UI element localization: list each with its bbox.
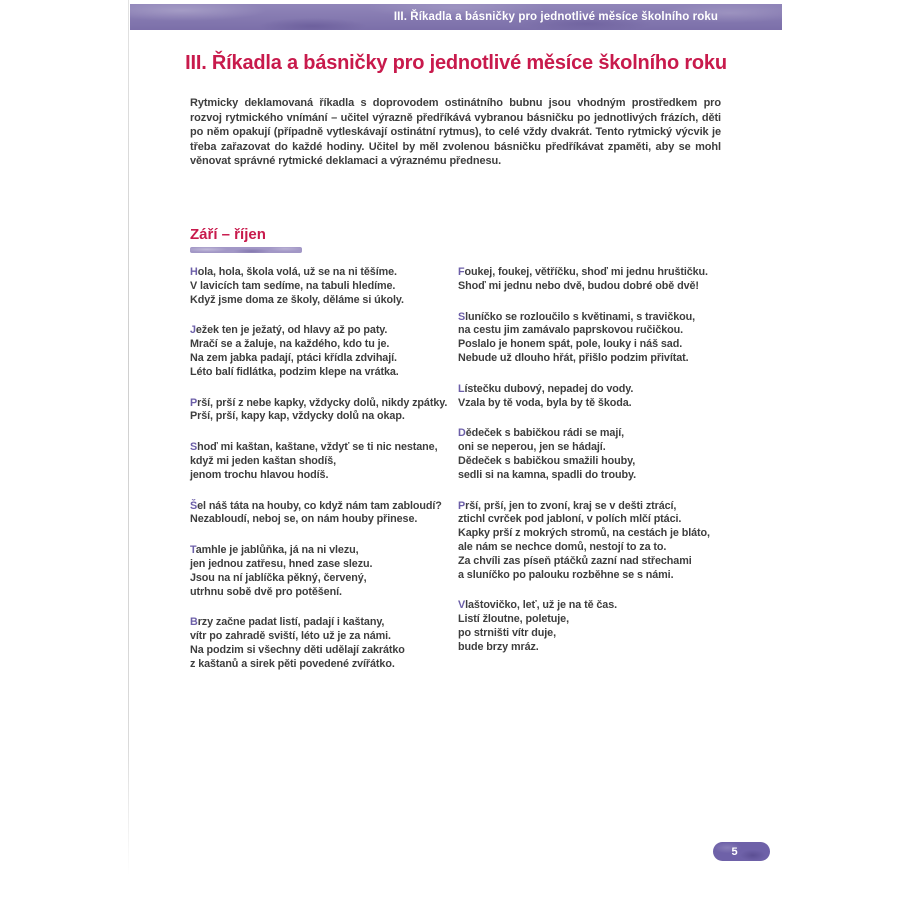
poem-line: z kaštanů a sirek pěti povedené zvířátko. <box>190 657 395 670</box>
poem-line: Léto balí fidlátka, podzim klepe na vrátka. <box>190 365 399 378</box>
poem-line: Dědeček s babičkou smažili houby, <box>458 454 636 467</box>
poem-stanza <box>190 500 458 528</box>
poem-line: bude brzy mráz. <box>458 640 539 653</box>
poem-stanza <box>458 311 740 366</box>
poem-line: a sluníčko po palouku rozběhne se s námi. <box>458 568 674 581</box>
poem-stanza <box>458 266 740 294</box>
poem-line: Ježek ten je ježatý, od hlavy až po paty. <box>190 324 388 337</box>
poem-line: jenom trochu hlavou hodíš. <box>190 468 329 481</box>
stanza-initial-letter: V <box>458 599 466 612</box>
poem-stanza <box>458 599 740 654</box>
poem-line: Dědeček s babičkou rádi se mají, <box>458 427 625 440</box>
running-header-band <box>130 4 782 30</box>
poems-left-column <box>190 266 458 689</box>
stanza-initial-letter: D <box>458 427 466 440</box>
poem-stanza <box>190 324 458 379</box>
stanza-initial-letter: T <box>190 544 196 557</box>
poem-stanza <box>190 616 458 671</box>
poem-line: Tamhle je jablůňka, já na ni vlezu, <box>190 544 359 557</box>
poem-line: Listí žloutne, poletuje, <box>458 613 569 626</box>
poem-line: ztichl cvrček pod jabloní, v polích mlčí ptáci. <box>458 513 682 526</box>
poem-stanza <box>458 427 740 482</box>
poem-line: Když jsme doma ze školy, děláme si úkoly. <box>190 293 404 306</box>
stanza-initial-letter: H <box>190 266 198 278</box>
poem-line: Hola, hola, škola volá, už se na ni těšíme. <box>190 266 397 278</box>
poem-line: Nebude už dlouho hřát, přišlo podzim přivítat. <box>458 351 689 364</box>
poem-stanza <box>458 500 740 583</box>
poem-line: jen jednou zatřesu, hned zase slezu. <box>190 557 373 570</box>
poem-line: Poslalo je honem spát, pole, louky i náš sad. <box>458 338 683 351</box>
poem-line: oni se neperou, jen se hádají. <box>458 441 606 454</box>
poem-line: Prší, prší, kapy kap, vždycky dolů na okap. <box>190 410 405 423</box>
poem-stanza <box>190 544 458 599</box>
poem-line: Prší, prší z nebe kapky, vždycky dolů, nikdy zpátky. <box>190 396 448 409</box>
poem-line: Kapky prší z mokrých stromů, na cestách je bláto, <box>458 527 710 540</box>
poems-right-column <box>458 266 740 672</box>
poem-line: V lavicích tam sedíme, na tabuli hledíme. <box>190 279 396 292</box>
poem-line: Vlaštovičko, leť, už je na tě čas. <box>458 599 618 612</box>
stanza-initial-letter: S <box>458 310 466 323</box>
poem-stanza <box>190 266 458 307</box>
stanza-initial-letter: B <box>190 616 198 629</box>
stanza-initial-letter: S <box>190 441 198 454</box>
poem-stanza <box>190 441 458 482</box>
poem-line: Prší, prší, jen to zvoní, kraj se v dešti ztrácí, <box>458 499 677 512</box>
intro-paragraph: Rytmicky deklamovaná říkadla s doprovodem ostinátního bubnu jsou vhodným prostředkem pro rozvoj rytmického vnímání – učitel výrazně předříkává vybranou básničku po jednotlivých frázích, děti po něm opakují (případně vytleskávají ostinátní rytmus), to celé vždy dvakrát. Tento rytmický výcvik je třeba zařazovat do každé hodiny. Učitel by měl zvolenou básničku předříkávat zpaměti, aby se mohl věnovat správné rytmické deklamaci a výraznému přednesu. <box>190 97 721 167</box>
poem-line: Na zem jabka padají, ptáci křídla zdvihají. <box>190 351 397 364</box>
poem-line: když mi jeden kaštan shodíš, <box>190 454 337 467</box>
page-edge-line <box>128 0 129 876</box>
poem-line: Brzy začne padat listí, padají i kaštany, <box>190 616 385 629</box>
poem-line: utrhnu sobě dvě pro potěšení. <box>190 585 342 598</box>
poem-line: Shoď mi kaštan, kaštane, vždyť se ti nic nestane, <box>190 441 438 454</box>
chapter-title: III. Říkadla a básničky pro jednotlivé měsíce školního roku <box>185 52 727 74</box>
page-number: 5 <box>731 845 738 858</box>
poem-line: ale nám se nechce domů, nestojí to za to. <box>458 540 667 553</box>
section-underline-brushstroke <box>190 247 302 253</box>
poem-line: Foukej, foukej, větříčku, shoď mi jednu hruštičku. <box>458 266 708 278</box>
poem-line: vítr po zahradě sviští, léto už je za námi. <box>190 630 391 643</box>
stanza-initial-letter: Š <box>190 499 198 512</box>
poem-line: Nezabloudí, neboj se, on nám houby přinese. <box>190 513 418 526</box>
poem-line: Shoď mi jednu nebo dvě, budou dobré obě dvě! <box>458 279 699 292</box>
poem-line: po strništi vítr duje, <box>458 626 556 639</box>
stanza-initial-letter: J <box>190 324 196 337</box>
stanza-initial-letter: P <box>190 396 198 409</box>
poem-line: Jsou na ní jablíčka pěkný, červený, <box>190 571 367 584</box>
poem-line: na cestu jim zamávalo paprskovou ručičkou. <box>458 324 684 337</box>
poem-line: Na podzim si všechny děti udělají zakrátko <box>190 643 405 656</box>
stanza-initial-letter: L <box>458 382 465 395</box>
poem-stanza <box>190 397 458 425</box>
stanza-initial-letter: F <box>458 266 465 278</box>
poem-line: Vzala by tě voda, byla by tě škoda. <box>458 396 632 409</box>
poem-line: Lístečku dubový, nepadej do vody. <box>458 382 634 395</box>
poem-line: Mračí se a žaluje, na každého, kdo tu je. <box>190 338 390 351</box>
stanza-initial-letter: P <box>458 499 466 512</box>
poem-line: sedli si na kamna, spadli do trouby. <box>458 468 636 481</box>
poem-stanza <box>458 383 740 411</box>
running-header-text: III. Říkadla a básničky pro jednotlivé měsíce školního roku <box>393 11 718 23</box>
page-number-badge <box>713 842 770 861</box>
poem-line: Za chvíli zas píseň ptáčků zazní nad střechami <box>458 554 692 567</box>
poem-line: Sluníčko se rozloučilo s květinami, s travičkou, <box>458 310 696 323</box>
poem-line: Šel náš táta na houby, co když nám tam zabloudí? <box>190 499 442 512</box>
section-heading: Září – říjen <box>190 226 266 243</box>
